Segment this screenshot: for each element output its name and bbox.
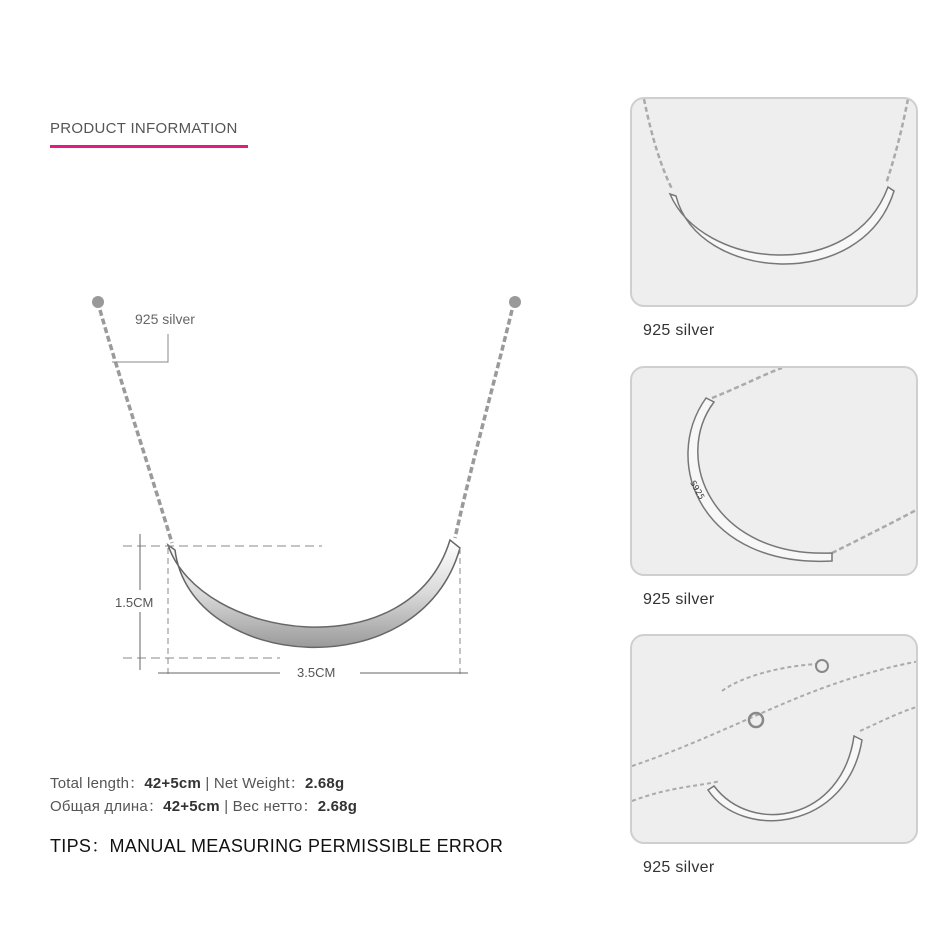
length-value: 42+5cm [163, 798, 220, 815]
gallery-image-1 [630, 97, 918, 307]
spec-line-russian [50, 795, 357, 816]
chain-end-left [92, 296, 104, 308]
gallery-caption-3: 925 silver [643, 859, 715, 876]
weight-label: Вес нетто： [232, 798, 318, 815]
weight-value: 2.68g [304, 775, 345, 792]
length-value: 42+5cm [144, 775, 201, 792]
section-title: PRODUCT INFORMATION [50, 120, 238, 137]
pendant-bar [168, 540, 460, 647]
chain-left [100, 310, 172, 543]
length-label: Общая длина： [50, 798, 164, 815]
engraving-text: S925 [688, 479, 707, 502]
tips-text: TIPS：MANUAL MEASURING PERMISSIBLE ERROR [50, 836, 504, 856]
chain-end-right [509, 296, 521, 308]
gallery-image-2 [630, 366, 918, 576]
separator: | [219, 798, 233, 815]
chain-right [455, 310, 512, 538]
spec-line-english [50, 772, 344, 793]
length-label: Total length： [50, 775, 145, 792]
separator: | [201, 775, 214, 792]
width-dimension-label: 3.5CM [297, 665, 336, 680]
gallery-caption-1: 925 silver [643, 322, 715, 339]
material-pointer [112, 334, 168, 362]
height-dimension-label: 1.5CM [115, 595, 154, 610]
weight-label: Net Weight： [213, 775, 305, 792]
necklace-diagram [0, 0, 600, 720]
gallery-image-3 [630, 634, 918, 844]
weight-value: 2.68g [317, 798, 358, 815]
gallery-caption-2: 925 silver [643, 591, 715, 608]
material-label: 925 silver [135, 311, 195, 327]
